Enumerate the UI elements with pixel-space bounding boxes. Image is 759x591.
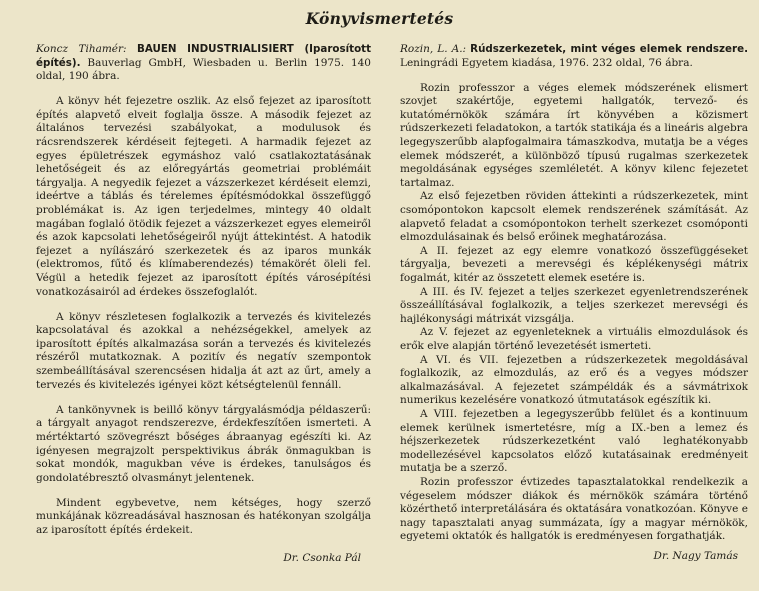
review-paragraph: Mindent egybevetve, nem kétséges, hogy szerző munkájának közreadásával hasznosan és hatékonyan szolgálja az iparosított építés érdekeit. <box>36 496 371 536</box>
book-reference <box>36 43 371 84</box>
book-title: Rúdszerkezetek, mint véges elemek rendszere. <box>470 43 748 55</box>
review-paragraph: A VIII. fejezetben a legegyszerűbb felület és a kontinuum elemek kerülnek ismertetésre, míg a IX.-ben a lemez és héjszerkezetek rúdszerkezetként való leghatékonyabb modellezésével kapcsolatos előző kutatásainak eredményeit mutatja be a szerző. <box>400 407 748 475</box>
review-paragraph: A tankönyvnek is beillő könyv tárgyalásmódja példaszerű: a tárgyalt anyagot rendszerezve, érdekfeszítően ismerteti. A mértéktartó szövegrészt bőséges ábraanyag egészíti ki. Az igényesen megrajzolt perspektivikus ábrák önmagukban is sokat mondók, magukban véve is érdekes, tanulságos és gondolatébresztő olvasmányt jelentenek. <box>36 403 371 484</box>
review-column-left <box>36 43 371 565</box>
review-column-right <box>400 43 748 563</box>
book-reference <box>400 43 748 70</box>
page-title: Könyvismertetés <box>305 9 454 28</box>
review-paragraph: Rozin professzor a véges elemek módszerének elismert szovjet szakértője, egyetemi hallgatók, tervező- és kutatómérnökök számára írt könyvében a közismert rúdszerkezeti feladatokon, a tartók statikája és a lineáris algebra legegyszerűbb alapfogalmaira támaszkodva, mutatja be a véges elemek módszerét, a különböző típusú rugalmas szerkezetek megoldásának egységes szemléletét. A könyv kilenc fejezetet tartalmaz. <box>400 81 748 189</box>
review-paragraph: A II. fejezet az egy elemre vonatkozó összefüggéseket tárgyalja, bevezeti a merevségi és képlékenységi mátrix fogalmát, kitér az összetett elemek esetére is. <box>400 244 748 284</box>
review-paragraph: Rozin professzor évtizedes tapasztalatokkal rendelkezik a végeselem módszer diákok és mérnökök számára történő közérthető interpretálására és oktatására vonatkozóan. Könyve e nagy tapasztalati anyag summázata, így a magyar mérnökök, egyetemi oktatók és hallgatók is eredményesen forgathatják. <box>400 475 748 543</box>
book-author: Rozin, L. A.: <box>400 43 467 55</box>
review-paragraph: A VI. és VII. fejezetben a rúdszerkezetek megoldásával foglalkozik, az elmozdulás, az erő és a vegyes módszer alkalmazásával. A fejezetet számpéldák és a sávmátrixok numerikus kezelésére vonatkozó útmutatások egészítik ki. <box>400 353 748 407</box>
review-paragraph: Az V. fejezet az egyenleteknek a virtuális elmozdulások és erők elve alapján történő levezetését ismerteti. <box>400 326 748 352</box>
book-details: Leningrádi Egyetem kiadása, 1976. 232 oldal, 76 ábra. <box>400 56 693 69</box>
reviewer-signature: Dr. Nagy Tamás <box>653 549 738 562</box>
book-details: Bauverlag GmbH, Wiesbaden u. Berlin 1975. 140 oldal, 190 ábra. <box>36 56 371 83</box>
review-paragraph: A könyv hét fejezetre oszlik. Az első fejezet az iparosított építés alapvető elveit foglalja össze. A második fejezet az általános tervezési szabályokat, a modulusok és rácsrendszerek kérdéseit fejtegeti. A harmadik fejezet az egyes épületrészek egymáshoz való csatlakoztatásának lehetőségeit és az előregyártás geometriai problémáit tárgyalja. A negyedik fejezet a vázszerkezet kérdéseit elemzi, ideértve a táblás és térelemes építésmódokkal összefüggő problémákat is. Az igen terjedelmes, mintegy 40 oldalt magában foglaló ötödik fejezet a vázszerkezet egyes elemeiről és azok kapcsolati lehetőségeiről nyújt áttekintést. A hatodik fejezet a nyílászáró szerkezetek és az iparos munkák (elektromos, fűtő és klímaberendezés) témakörét öleli fel. Végül a hetedik fejezet az iparosított építés városépítési vonatkozásairól ad érdekes összefoglalót. <box>36 95 371 298</box>
review-paragraph: Az első fejezetben röviden áttekinti a rúdszerkezetek, mint csomópontokon kapcsolt elemek rendszerének számítását. Az alapvető feladat a csomópontokon terhelt szerkezet csomóponti elmozdulásainak és belső erőinek meghatározása. <box>400 190 748 244</box>
reviewer-signature: Dr. Csonka Pál <box>283 551 361 564</box>
review-paragraph: A könyv részletesen foglalkozik a tervezés és kivitelezés kapcsolatával és azokkal a nehézségekkel, amelyek az iparosított építés alkalmazása során a tervezés és kivitelezés részéről mutatkoznak. A pozitív és negatív szempontok szembeállításával szerencsésen hidalja át azt az űrt, amely a tervezés és kivitelezés igényei közt kétségtelenül fennáll. <box>36 310 371 391</box>
review-paragraph: A III. és IV. fejezet a teljes szerkezet egyenletrendszerének összeállításával foglalkozik, a teljes szerkezet merevségi és hajlékonysági mátrixát vizsgálja. <box>400 285 748 325</box>
book-author: Koncz Tihamér: <box>36 43 127 55</box>
book-title: BAUEN INDUSTRIALISIERT (Iparosított építés). <box>36 43 371 69</box>
